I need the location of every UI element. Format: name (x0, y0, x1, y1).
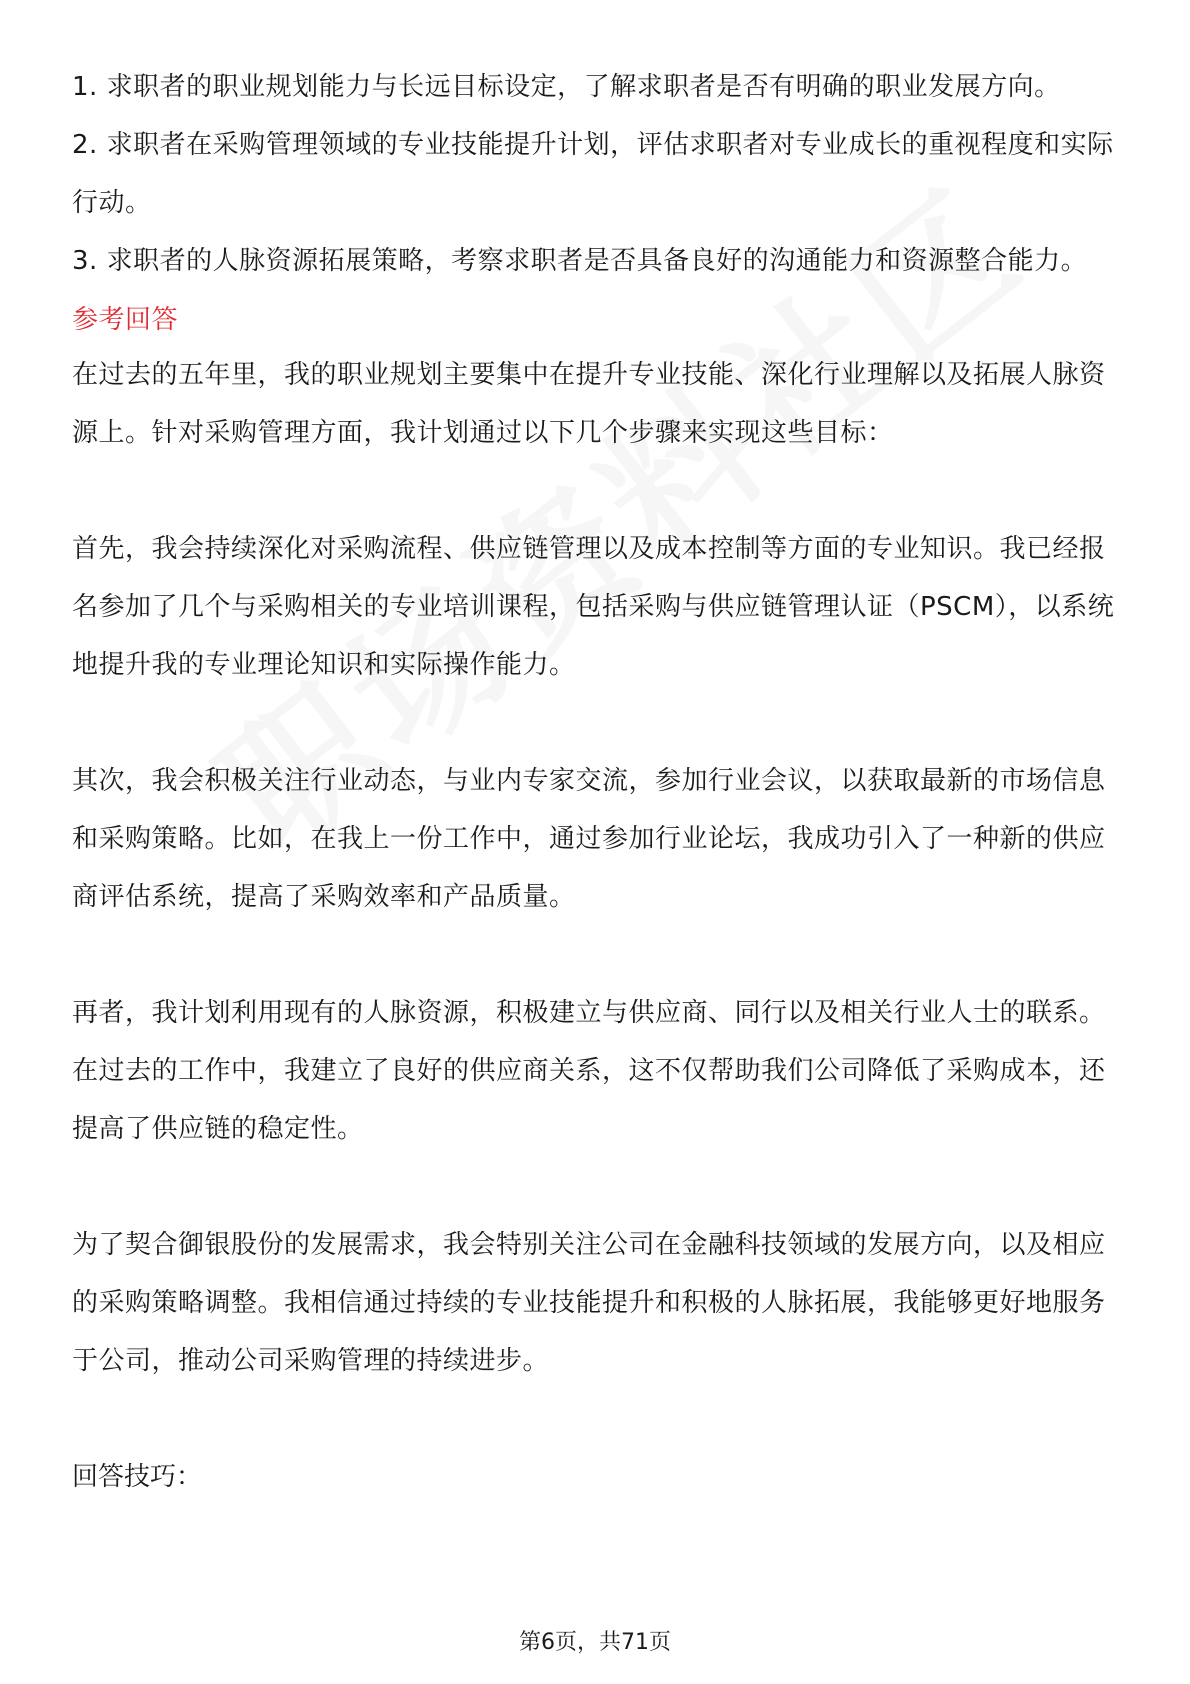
answer-paragraph-2: 首先，我会持续深化对采购流程、供应链管理以及成本控制等方面的专业知识。我已经报名参加了几个与采购相关的专业培训课程，包括采购与供应链管理认证（PSCM），以系统地提升我的专业理论知识和实际操作能力。 (72, 534, 1115, 680)
answer-paragraph-5: 为了契合御银股份的发展需求，我会特别关注公司在金融科技领域的发展方向，以及相应的采购策略调整。我相信通过持续的专业技能提升和积极的人脉拓展，我能够更好地服务于公司，推动公司采购管理的持续进步。 (72, 1230, 1106, 1376)
paragraph-gap (72, 1158, 1122, 1216)
intro-item-1: 1. 求职者的职业规划能力与长远目标设定，了解求职者是否有明确的职业发展方向。 (72, 72, 1061, 102)
reference-answer (72, 346, 1122, 1448)
intro-list (72, 58, 1122, 290)
paragraph-gap (72, 462, 1122, 520)
page-content (72, 58, 1122, 1506)
page-number-footer: 第6页，共71页 (519, 1630, 671, 1655)
paragraph-gap (72, 926, 1122, 984)
tips-heading: 回答技巧： (72, 1462, 203, 1492)
paragraph-gap (72, 1390, 1122, 1448)
intro-item-2: 2. 求职者在采购管理领域的专业技能提升计划，评估求职者对专业成长的重视程度和实际行动。 (72, 130, 1114, 218)
answer-paragraph-4: 再者，我计划利用现有的人脉资源，积极建立与供应商、同行以及相关行业人士的联系。在过去的工作中，我建立了良好的供应商关系，这不仅帮助我们公司降低了采购成本，还提高了供应链的稳定性。 (72, 998, 1106, 1144)
reference-heading: 参考回答 (72, 305, 179, 335)
answer-paragraph-3: 其次，我会积极关注行业动态，与业内专家交流，参加行业会议，以获取最新的市场信息和采购策略。比如，在我上一份工作中，通过参加行业论坛，我成功引入了一种新的供应商评估系统，提高了采购效率和产品质量。 (72, 766, 1106, 912)
intro-item-3: 3. 求职者的人脉资源拓展策略，考察求职者是否具备良好的沟通能力和资源整合能力。 (72, 246, 1088, 276)
answer-paragraph-1: 在过去的五年里，我的职业规划主要集中在提升专业技能、深化行业理解以及拓展人脉资源上。针对采购管理方面，我计划通过以下几个步骤来实现这些目标： (72, 360, 1106, 448)
paragraph-gap (72, 694, 1122, 752)
